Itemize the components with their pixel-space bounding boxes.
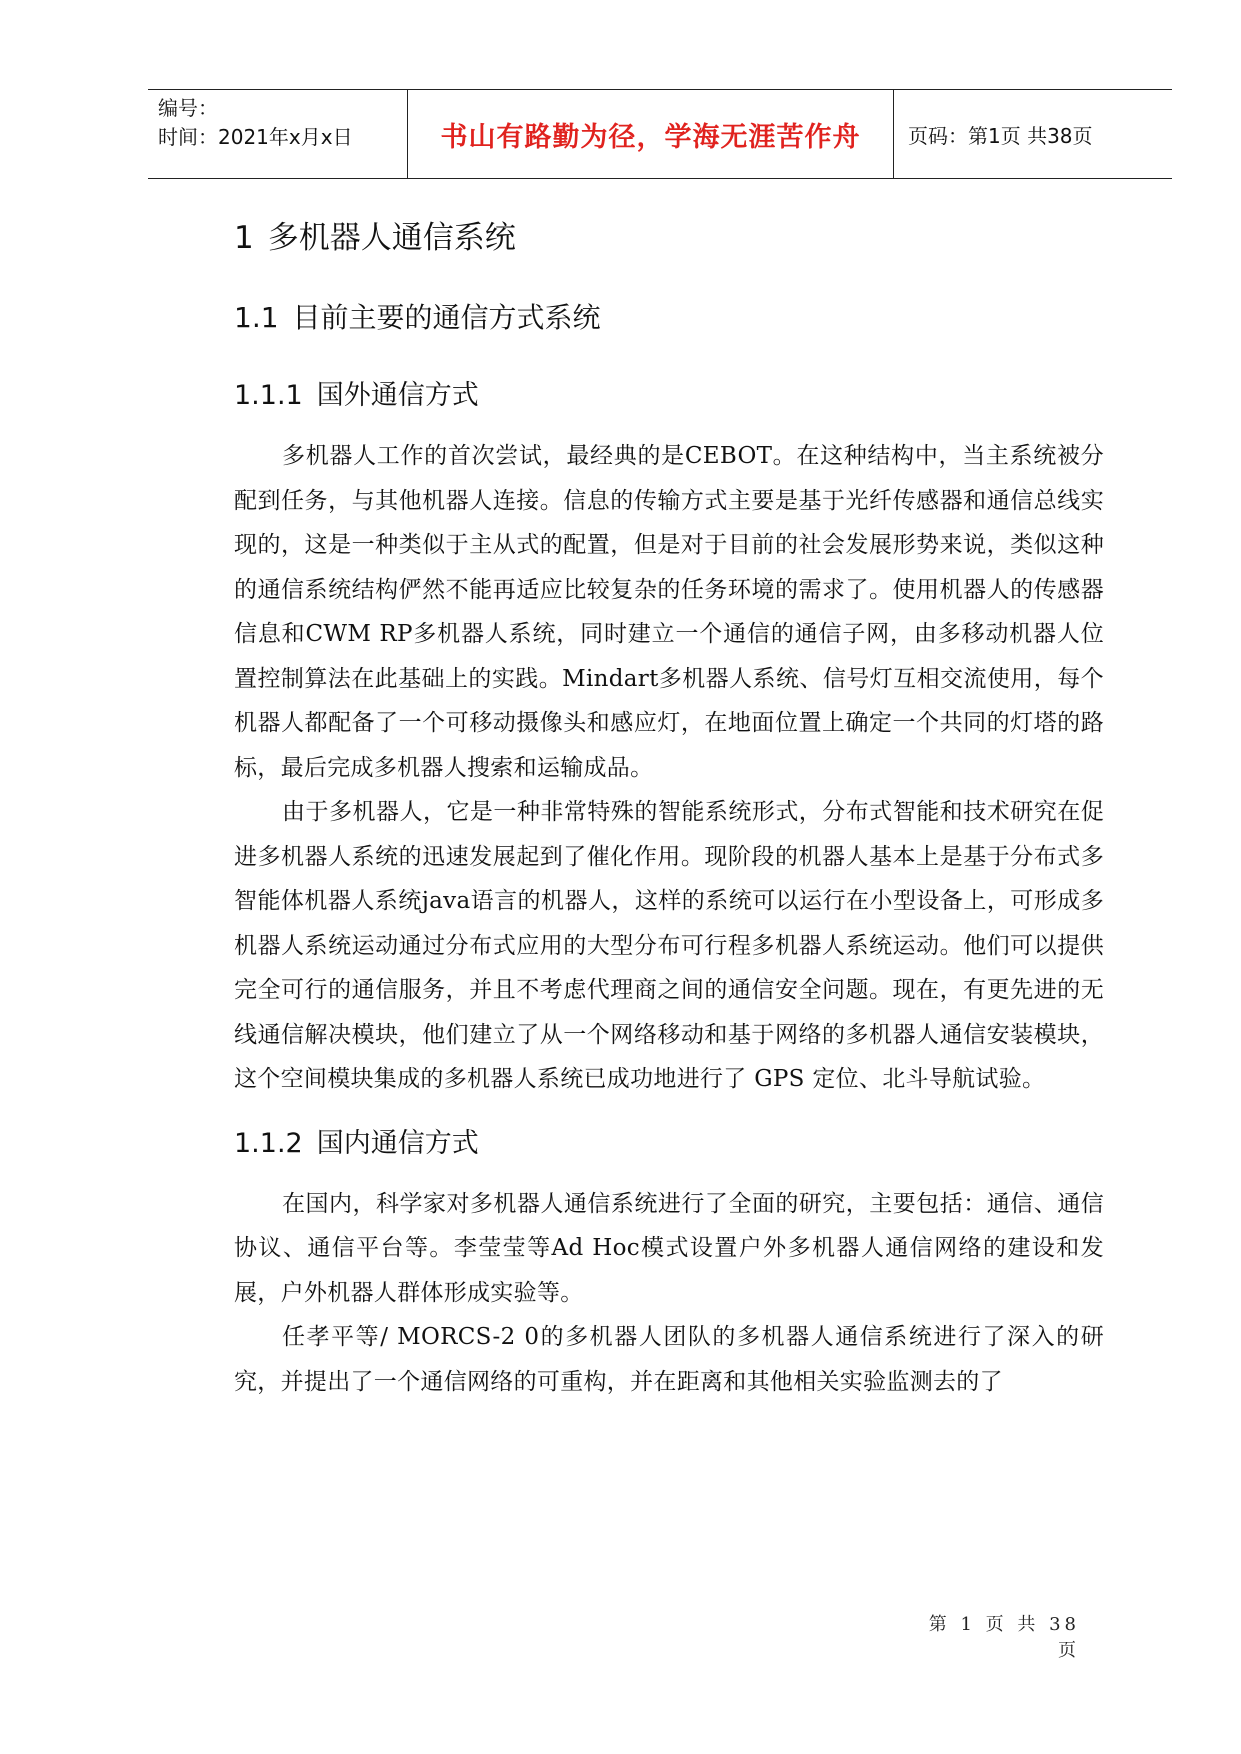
page-info: 页码：第1页 共38页 [908,123,1093,148]
body-paragraph: 任孝平等/ MORCS-2 0的多机器人团队的多机器人通信系统进行了深入的研究，并提出了一个通信网络的可重构，并在距离和其他相关实验监测去的了 [234,1324,1104,1395]
subsection-title: 国内通信方式 [316,1127,479,1159]
section-number: 1.1 [234,301,279,334]
subsection-number: 1.1.2 [234,1127,303,1159]
header-page-cell [894,90,1172,178]
subsection-heading-foreign [234,376,1104,416]
chapter-number: 1 [234,220,254,256]
chapter-heading [234,218,1104,258]
subsection-heading-domestic [234,1124,1104,1164]
time-label: 时间：2021年x月x日 [158,125,353,149]
document-header [148,89,1172,179]
header-motto-cell [408,90,894,178]
chapter-title: 多机器人通信系统 [267,220,516,256]
body-paragraph: 由于多机器人，它是一种非常特殊的智能系统形式，分布式智能和技术研究在促进多机器人系统的迅速发展起到了催化作用。现阶段的机器人基本上是基于分布式多智能体机器人系统java语言的机器人，这样的系统可以运行在小型设备上，可形成多机器人系统运动通过分布式应用的大型分布可行程多机器人系统运动。他们可以提供完全可行的通信服务，并且不考虑代理商之间的通信安全问题。现在，有更先进的无线通信解决模块，他们建立了从一个网络移动和基于网络的多机器人通信安装模块，这个空间模块集成的多机器人系统已成功地进行了 GPS 定位、北斗导航试验。 [234,799,1104,1092]
number-label: 编号： [158,96,218,120]
section-heading [234,298,1104,338]
document-body [234,215,1104,1404]
header-meta-cell [148,90,408,178]
section-title: 目前主要的通信方式系统 [292,301,601,334]
page-footer: 第 1 页 共 38 页 [928,1614,1080,1661]
motto: 书山有路勤为径，学海无涯苦作舟 [440,121,861,153]
body-paragraph: 多机器人工作的首次尝试，最经典的是CEBOT。在这种结构中，当主系统被分配到任务，与其他机器人连接。信息的传输方式主要是基于光纤传感器和通信总线实现的，这是一种类似于主从式的配置，但是对于目前的社会发展形势来说，类似这种的通信系统结构俨然不能再适应比较复杂的任务环境的需求了。使用机器人的传感器信息和CWM RP多机器人系统，同时建立一个通信的通信子网，由多移动机器人位置控制算法在此基础上的实践。Mindart多机器人系统、信号灯互相交流使用，每个机器人都配备了一个可移动摄像头和感应灯，在地面位置上确定一个共同的灯塔的路标，最后完成多机器人搜索和运输成品。 [234,443,1104,781]
subsection-title: 国外通信方式 [316,380,479,411]
subsection-number: 1.1.1 [234,380,303,411]
body-paragraph: 在国内，科学家对多机器人通信系统进行了全面的研究，主要包括：通信、通信协议、通信平台等。李莹莹等Ad Hoc模式设置户外多机器人通信网络的建设和发展，户外机器人群体形成实验等。 [234,1190,1104,1306]
